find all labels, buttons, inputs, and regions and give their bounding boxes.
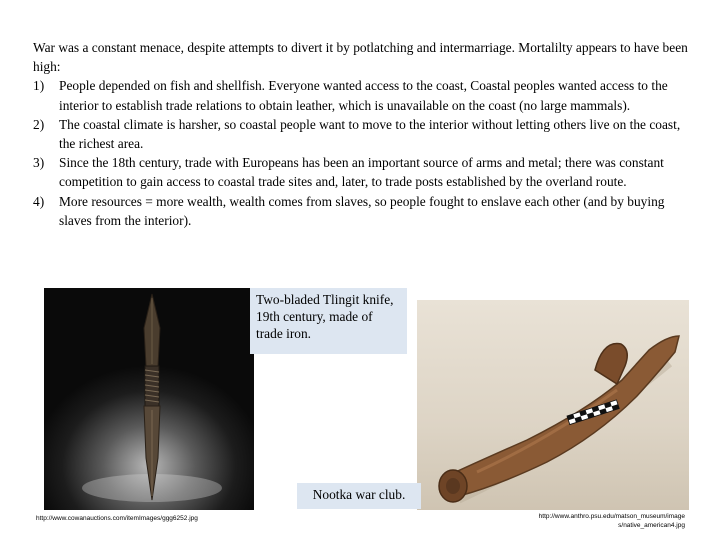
knife-image-source: http://www.cowanauctions.com/itemImages/ggg6252.jpg xyxy=(36,515,198,522)
list-item xyxy=(33,153,693,191)
nootka-club-photo xyxy=(417,300,689,510)
knife-illustration xyxy=(44,288,254,510)
list-number: 3) xyxy=(33,155,45,171)
club-illustration xyxy=(417,300,689,510)
club-image-source: http://www.anthro.psu.edu/matson_museum/image s/native_american4.jpg xyxy=(538,513,685,529)
points-list xyxy=(33,76,693,230)
list-item-text: Since the 18th century, trade with Europeans has been an important source of arms and metal; there was constant competition to gain access to coastal trade sites and, later, to trade posts established by the overland route. xyxy=(59,155,664,190)
intro-paragraph: War was a constant menace, despite attempts to divert it by potlatching and intermarriage. Mortalilty appears to have been high: xyxy=(33,40,688,75)
list-item xyxy=(33,115,693,153)
list-number: 1) xyxy=(33,78,45,94)
list-number: 4) xyxy=(33,193,45,209)
list-item xyxy=(33,192,693,230)
knife-caption: Two-bladed Tlingit knife, 19th century, made of trade iron. xyxy=(250,288,407,354)
list-item-text: People depended on fish and shellfish. Everyone wanted access to the coast, Coastal peoples wanted access to the interior to establish trade relations to obtain leather, which is unavailable on the coast (no large mammals). xyxy=(59,78,668,113)
club-caption: Nootka war club. xyxy=(297,483,421,509)
list-item-text: The coastal climate is harsher, so coastal people want to move to the interior without letting others live on the coast, the richest area. xyxy=(59,116,681,152)
tlingit-knife-photo xyxy=(44,288,254,510)
list-item-text: More resources = more wealth, wealth comes from slaves, so people fought to enslave each other (and by buying slaves from the interior). xyxy=(59,193,665,228)
list-item xyxy=(33,76,693,114)
main-text xyxy=(33,38,693,230)
list-number: 2) xyxy=(33,116,45,132)
